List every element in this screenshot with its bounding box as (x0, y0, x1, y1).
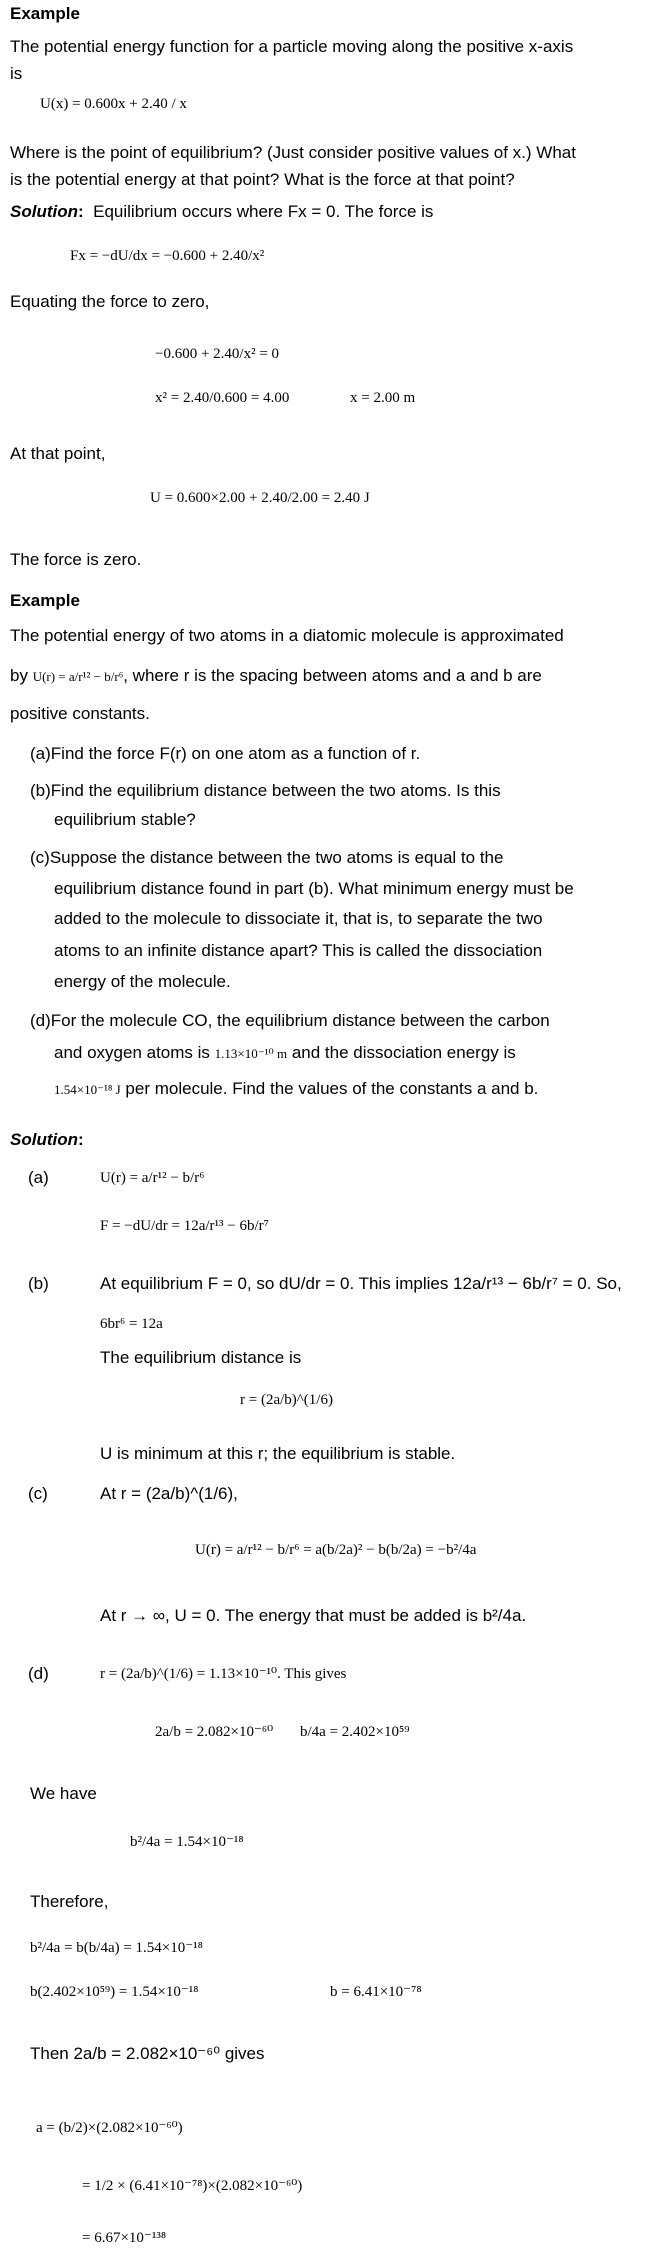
example-1-question-line-1: Where is the point of equilibrium? (Just consider positive values of x.) What (10, 143, 576, 162)
part-c-line-5: energy of the molecule. (54, 972, 231, 991)
example-1-question-line-2: is the potential energy at that point? What is the force at that point? (10, 170, 515, 189)
equation-d-4: b²/4a = b(b/4a) = 1.54×10⁻¹⁸ (30, 1940, 203, 1956)
equation-d-1: r = (2a/b)^(1/6) = 1.13×10⁻¹⁰. This gives (100, 1666, 347, 1682)
equation-d-6: a = (b/2)×(2.082×10⁻⁶⁰) (36, 2120, 183, 2136)
equation-a-1: U(r) = a/r¹² − b/r⁶ (100, 1170, 205, 1186)
part-c-line-4: atoms to an infinite distance apart? This is called the dissociation (54, 941, 543, 960)
solution-b-text-3: U is minimum at this r; the equilibrium is stable. (100, 1444, 456, 1463)
at-point-text: At that point, (10, 444, 106, 463)
equation-x-squared: x² = 2.40/0.600 = 4.00 (155, 390, 290, 406)
solution-c-text-2: At r → ∞, U = 0. The energy that must be added is b²/4a. (100, 1606, 527, 1625)
part-a-tag: (a) (28, 1168, 49, 1187)
solution-text: Equilibrium occurs where Fx = 0. The force is (93, 202, 434, 221)
equation-b-1: 6br⁶ = 12a (100, 1316, 163, 1332)
equation-b-2: r = (2a/b)^(1/6) (240, 1392, 333, 1408)
equation-c-1: U(r) = a/r¹² − b/r⁶ = a(b/2a)² − b(b/2a) = −b²/4a (195, 1542, 477, 1558)
equation-ur-inline: U(r) = a/r¹² − b/r⁶ (32, 669, 124, 684)
solution-b-text-2: The equilibrium distance is (100, 1348, 302, 1367)
solution-label: Solution (10, 202, 78, 221)
part-d-line-1: (d)For the molecule CO, the equilibrium distance between the carbon (30, 1011, 550, 1030)
equation-a-2: F = −dU/dr = 12a/r¹³ − 6b/r⁷ (100, 1218, 269, 1234)
example-2-intro-line-3: positive constants. (10, 704, 150, 723)
equation-d-2b: b/4a = 2.402×10⁵⁹ (300, 1724, 410, 1740)
equation-u-value: U = 0.600×2.00 + 2.40/2.00 = 2.40 J (150, 490, 370, 506)
example-1-problem-line-2: is (10, 64, 23, 83)
equation-force-zero: −0.600 + 2.40/x² = 0 (155, 346, 280, 362)
solution-2-heading: Solution: (10, 1130, 84, 1149)
example-1-problem-line-1: The potential energy function for a particle moving along the positive x-axis (10, 37, 574, 56)
equation-ux: U(x) = 0.600x + 2.40 / x (40, 96, 187, 112)
part-a: (a)Find the force F(r) on one atom as a function of r. (30, 744, 421, 763)
equation-d-5: b(2.402×10⁵⁹) = 1.54×10⁻¹⁸ (30, 1984, 199, 2000)
we-have-text: We have (30, 1784, 97, 1803)
part-c-line-2: equilibrium distance found in part (b). What minimum energy must be (54, 879, 574, 898)
part-c-line-1: (c)Suppose the distance between the two atoms is equal to the (30, 848, 504, 867)
equation-force: Fx = −dU/dx = −0.600 + 2.40/x² (70, 248, 265, 264)
part-d-line-2: and oxygen atoms is 1.13×10⁻¹⁰ m and the dissociation energy is (54, 1043, 516, 1062)
part-b-line-1: (b)Find the equilibrium distance between the two atoms. Is this (30, 781, 501, 800)
equation-d-7: = 1/2 × (6.41×10⁻⁷⁸)×(2.082×10⁻⁶⁰) (82, 2178, 303, 2194)
part-d-tag: (d) (28, 1664, 49, 1683)
example-2-heading: Example (10, 591, 80, 610)
part-b-tag: (b) (28, 1274, 49, 1293)
equation-x-value: x = 2.00 m (350, 390, 416, 406)
equating-text: Equating the force to zero, (10, 292, 210, 311)
then-text: Then 2a/b = 2.082×10⁻⁶⁰ gives (30, 2044, 265, 2063)
solution-b-text-1: At equilibrium F = 0, so dU/dr = 0. This implies 12a/r¹³ − 6b/r⁷ = 0. So, (100, 1274, 622, 1293)
example-1-solution-line: Solution: Equilibrium occurs where Fx = 0. The force is (10, 202, 434, 221)
part-d-line-3: 1.54×10⁻¹⁸ J per molecule. Find the values of the constants a and b. (54, 1079, 539, 1098)
equation-d-8: = 6.67×10⁻¹³⁸ (82, 2230, 167, 2246)
equation-d-5b: b = 6.41×10⁻⁷⁸ (330, 1984, 422, 2000)
solution-c-text-1: At r = (2a/b)^(1/6), (100, 1484, 238, 1503)
part-c-tag: (c) (28, 1484, 48, 1503)
example-2-intro-line-1: The potential energy of two atoms in a diatomic molecule is approximated (10, 626, 564, 645)
example-1-heading: Example (10, 4, 80, 23)
force-zero-text: The force is zero. (10, 550, 142, 569)
equation-d-3: b²/4a = 1.54×10⁻¹⁸ (130, 1834, 244, 1850)
therefore-text: Therefore, (30, 1892, 109, 1911)
part-c-line-3: added to the molecule to dissociate it, that is, to separate the two (54, 909, 543, 928)
example-2-intro-line-2: by U(r) = a/r¹² − b/r⁶, where r is the spacing between atoms and a and b are (10, 666, 542, 685)
equation-d-2a: 2a/b = 2.082×10⁻⁶⁰ (155, 1724, 274, 1740)
part-b-line-2: equilibrium stable? (54, 810, 196, 829)
